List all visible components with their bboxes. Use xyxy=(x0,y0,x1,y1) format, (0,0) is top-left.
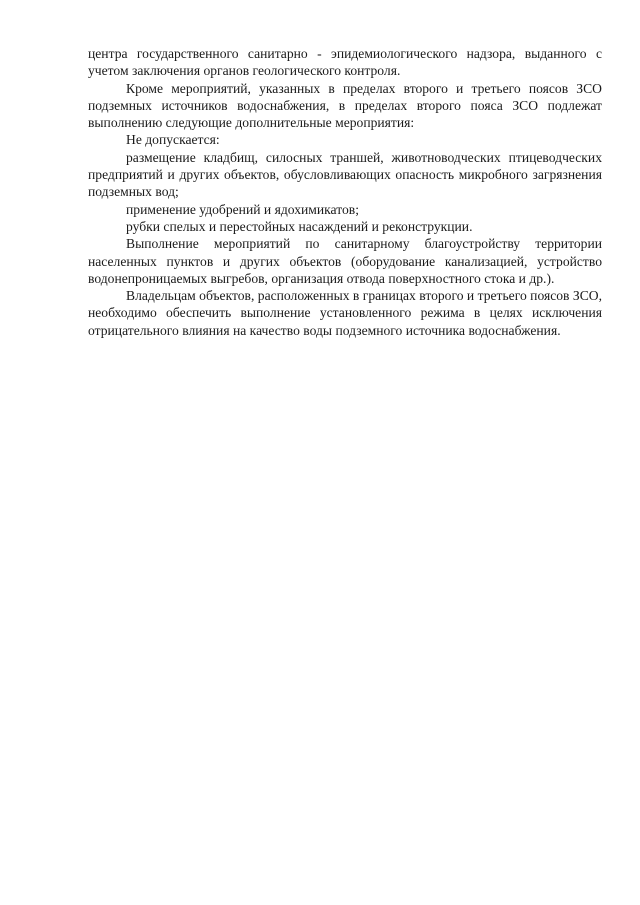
paragraph-continuation: центра государственного санитарно - эпидемиологического надзора, выданного с учетом заключения органов геологического контроля. xyxy=(88,46,602,79)
document-page xyxy=(88,45,602,339)
paragraph-additional-measures: Кроме мероприятий, указанных в пределах второго и третьего поясов ЗСО подземных источников водоснабжения, в пределах второго пояса ЗСО подлежат выполнению следующие дополнительные мероприятия: xyxy=(88,80,602,131)
paragraph-logging: рубки спелых и перестойных насаждений и реконструкции. xyxy=(126,218,473,234)
paragraph-sanitation: Выполнение мероприятий по санитарному благоустройству территории населенных пунктов и других объектов (оборудование канализацией, устройство водонепроницаемых выгребов, организация отвода поверхностного стока и др.). xyxy=(88,236,602,286)
paragraph-placement: размещение кладбищ, силосных траншей, животноводческих птицеводческих предприятий и других объектов, обусловливающих опасность микробного загрязнения подземных вод; xyxy=(88,149,602,200)
paragraph-not-allowed: Не допускается: xyxy=(126,132,220,148)
paragraph-owners: Владельцам объектов, расположенных в границах второго и третьего поясов ЗСО, необходимо обеспечить выполнение установленного режима в целях исключения отрицательного влияния на качество воды подземного источника водоснабжения. xyxy=(88,288,602,338)
paragraph-fertilizers: применение удобрений и ядохимикатов; xyxy=(126,201,359,217)
